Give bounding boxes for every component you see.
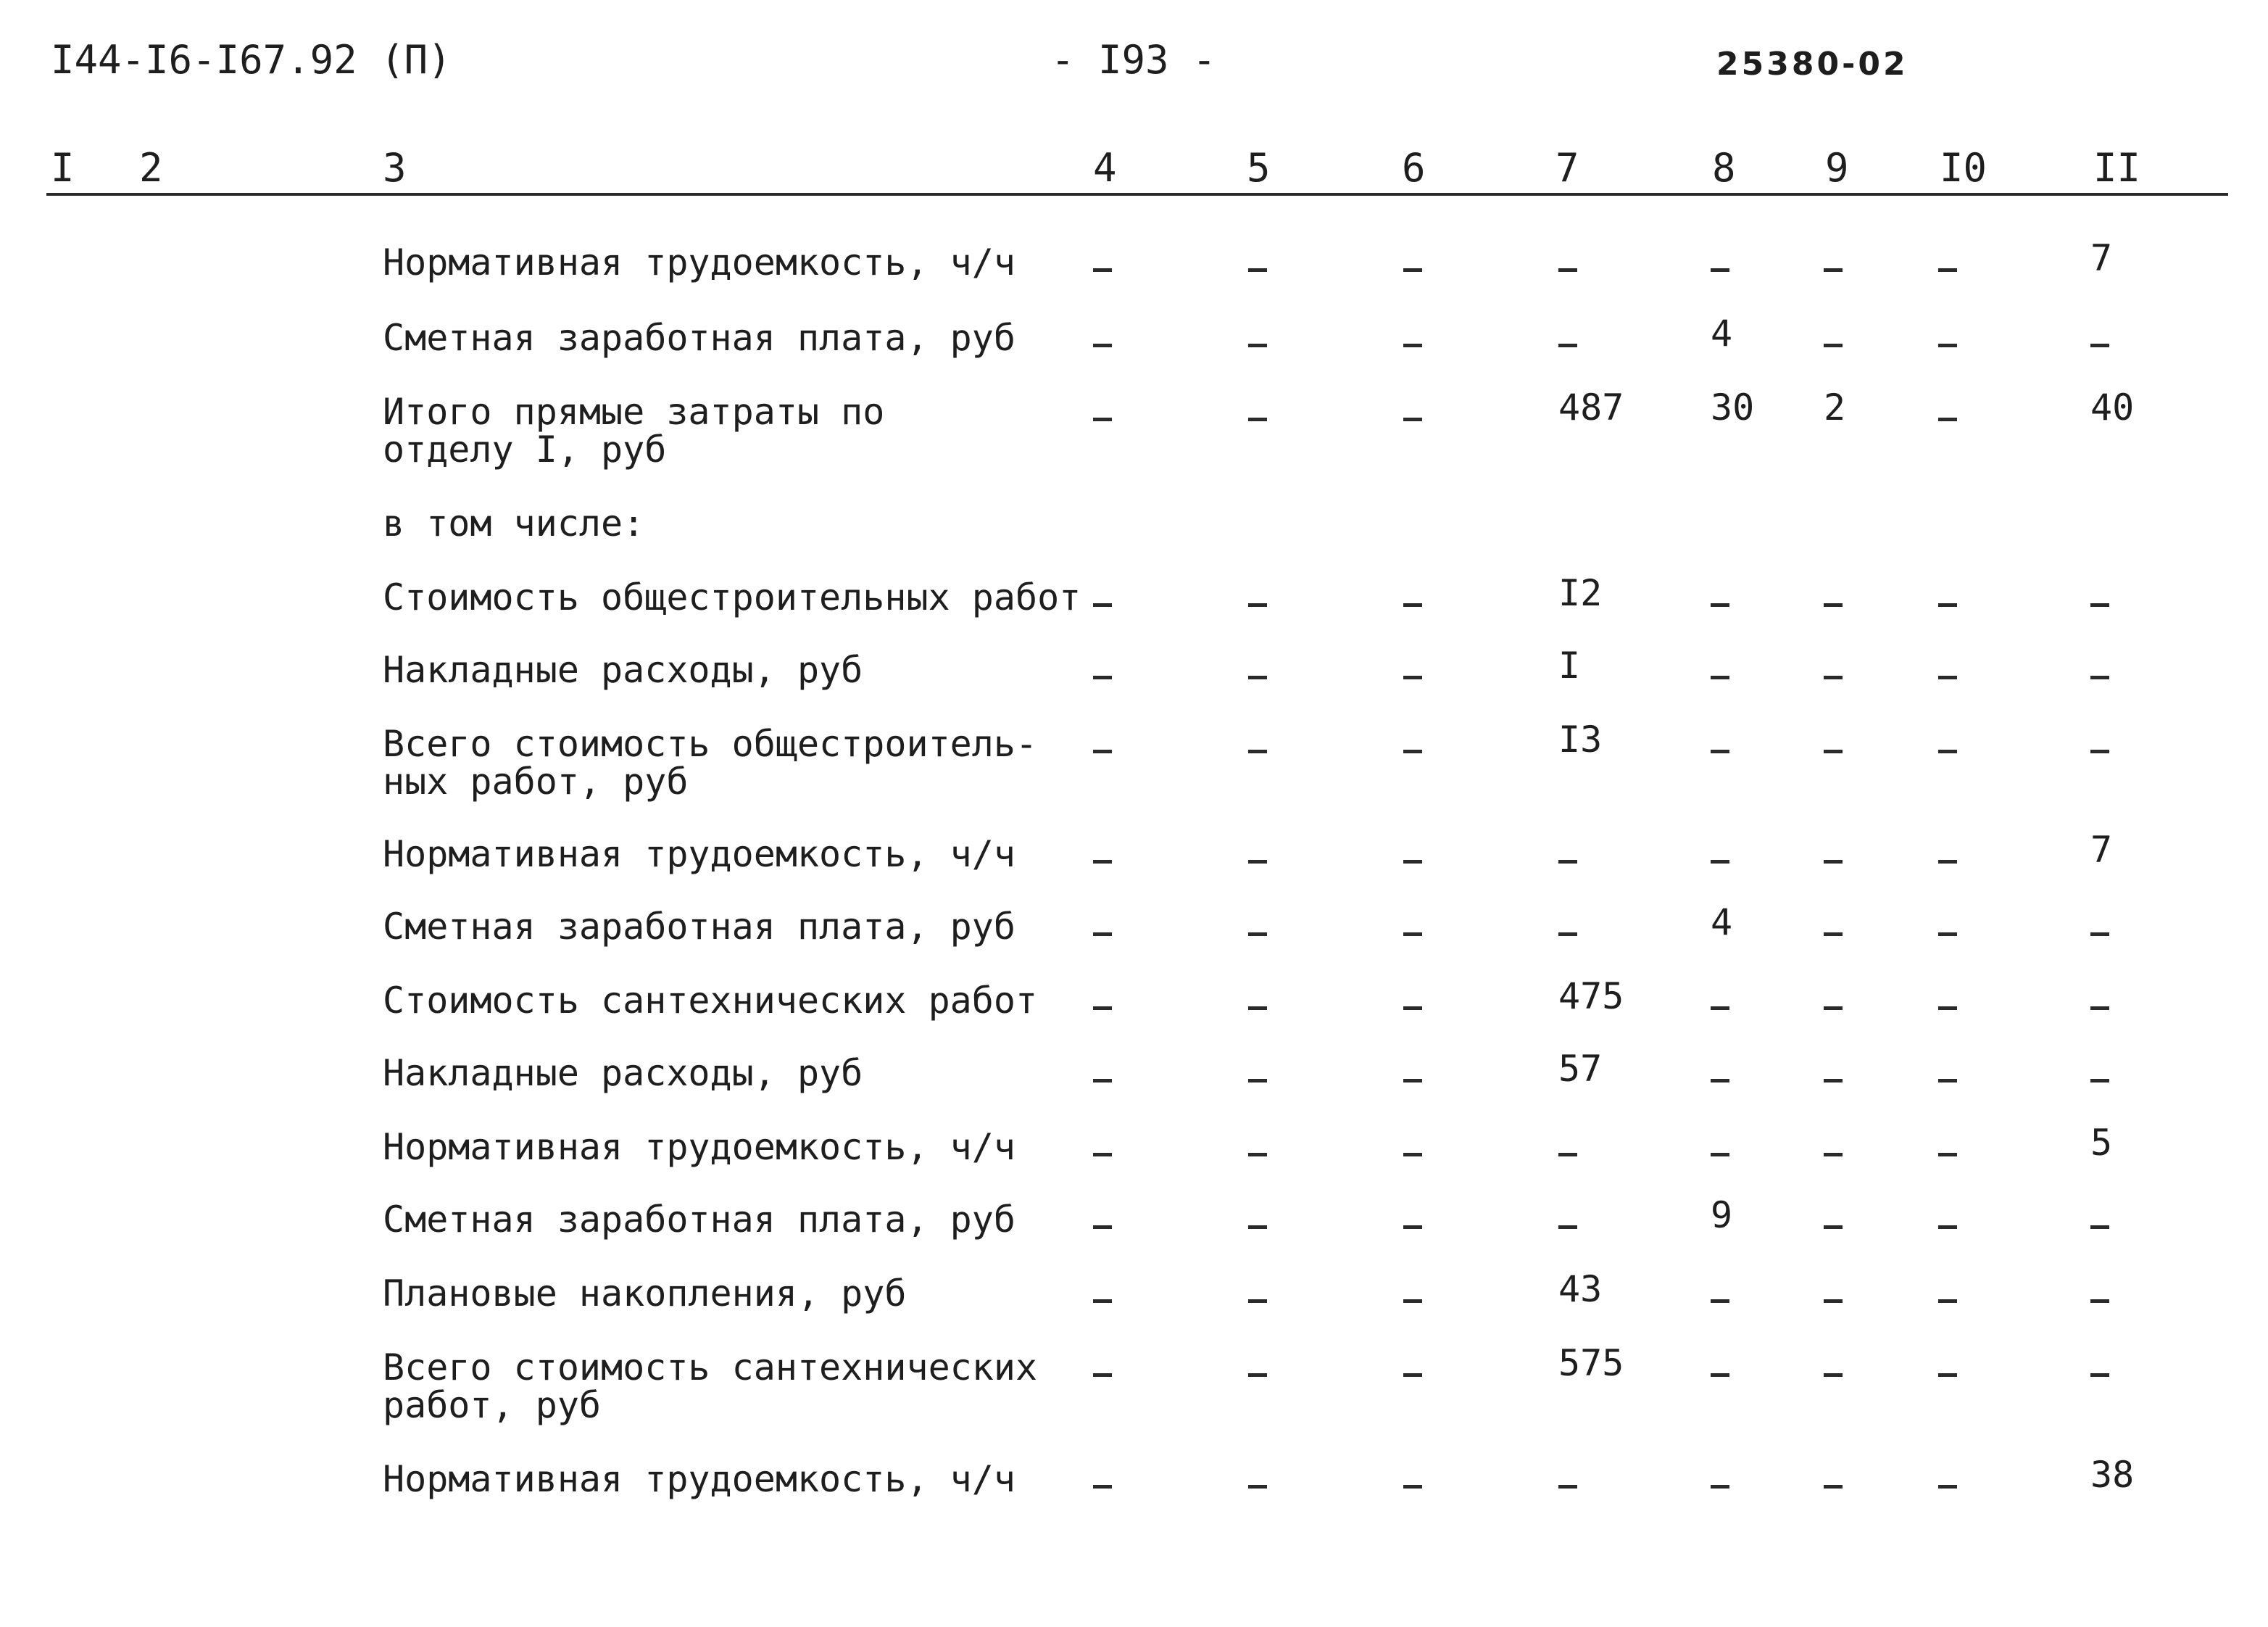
value-cell: 487 bbox=[1558, 386, 1624, 429]
empty-cell-dash bbox=[2090, 603, 2109, 607]
column-header: 7 bbox=[1555, 145, 1579, 191]
empty-cell-dash bbox=[2090, 1299, 2109, 1303]
row-label: Сметная заработная плата, руб bbox=[383, 906, 1015, 948]
empty-cell-dash bbox=[1403, 932, 1422, 936]
column-header: 9 bbox=[1825, 145, 1849, 191]
empty-cell-dash bbox=[1093, 603, 1112, 607]
empty-cell-dash bbox=[1824, 1079, 1843, 1082]
empty-cell-dash bbox=[1938, 344, 1957, 347]
value-cell: 7 bbox=[2090, 829, 2113, 871]
empty-cell-dash bbox=[1938, 750, 1957, 753]
column-header: 6 bbox=[1402, 145, 1426, 191]
empty-cell-dash bbox=[1824, 1006, 1843, 1010]
empty-cell-dash bbox=[1824, 1153, 1843, 1156]
empty-cell-dash bbox=[1248, 603, 1267, 607]
empty-cell-dash bbox=[1093, 1299, 1112, 1303]
empty-cell-dash bbox=[1938, 860, 1957, 864]
empty-cell-dash bbox=[1248, 1373, 1267, 1377]
empty-cell-dash bbox=[1558, 1485, 1577, 1489]
empty-cell-dash bbox=[1938, 268, 1957, 272]
empty-cell-dash bbox=[1938, 1006, 1957, 1010]
empty-cell-dash bbox=[1403, 268, 1422, 272]
empty-cell-dash bbox=[1711, 1006, 1729, 1010]
value-cell: 2 bbox=[1824, 386, 1846, 429]
empty-cell-dash bbox=[1711, 1299, 1729, 1303]
empty-cell-dash bbox=[1558, 860, 1577, 864]
empty-cell-dash bbox=[2090, 750, 2109, 753]
document-code: I44-I6-I67.92 (П) bbox=[51, 37, 452, 83]
empty-cell-dash bbox=[1711, 1153, 1729, 1156]
page-number: - I93 - bbox=[1051, 37, 1216, 83]
row-label: Накладные расходы, руб bbox=[383, 1052, 863, 1094]
column-header: 5 bbox=[1247, 145, 1271, 191]
empty-cell-dash bbox=[1403, 418, 1422, 421]
empty-cell-dash bbox=[1824, 344, 1843, 347]
empty-cell-dash bbox=[1403, 1225, 1422, 1229]
sheet-code: 25380-02 bbox=[1716, 46, 1908, 83]
value-cell: I3 bbox=[1558, 719, 1603, 761]
empty-cell-dash bbox=[1403, 1373, 1422, 1377]
empty-cell-dash bbox=[2090, 1373, 2109, 1377]
empty-cell-dash bbox=[1711, 676, 1729, 679]
column-header: 4 bbox=[1093, 145, 1117, 191]
empty-cell-dash bbox=[1248, 750, 1267, 753]
empty-cell-dash bbox=[1248, 932, 1267, 936]
value-cell: 38 bbox=[2090, 1454, 2135, 1496]
row-label: Стоимость сантехнических работ bbox=[383, 980, 1038, 1022]
empty-cell-dash bbox=[1824, 1299, 1843, 1303]
empty-cell-dash bbox=[1403, 1299, 1422, 1303]
row-label: в том числе: bbox=[383, 502, 645, 545]
empty-cell-dash bbox=[1093, 750, 1112, 753]
empty-cell-dash bbox=[1248, 1006, 1267, 1010]
empty-cell-dash bbox=[2090, 676, 2109, 679]
empty-cell-dash bbox=[1711, 1485, 1729, 1489]
empty-cell-dash bbox=[1093, 418, 1112, 421]
row-label: Плановые накопления, руб bbox=[383, 1272, 907, 1315]
empty-cell-dash bbox=[1824, 1225, 1843, 1229]
value-cell: 40 bbox=[2090, 386, 2135, 429]
empty-cell-dash bbox=[1403, 750, 1422, 753]
empty-cell-dash bbox=[1824, 932, 1843, 936]
empty-cell-dash bbox=[1248, 1485, 1267, 1489]
empty-cell-dash bbox=[1093, 268, 1112, 272]
empty-cell-dash bbox=[1711, 860, 1729, 864]
empty-cell-dash bbox=[1711, 1079, 1729, 1082]
empty-cell-dash bbox=[1824, 603, 1843, 607]
empty-cell-dash bbox=[1938, 932, 1957, 936]
empty-cell-dash bbox=[1711, 750, 1729, 753]
empty-cell-dash bbox=[1403, 1153, 1422, 1156]
empty-cell-dash bbox=[1711, 1373, 1729, 1377]
empty-cell-dash bbox=[1938, 418, 1957, 421]
row-label: Сметная заработная плата, руб bbox=[383, 317, 1015, 359]
empty-cell-dash bbox=[1093, 932, 1112, 936]
empty-cell-dash bbox=[1824, 750, 1843, 753]
empty-cell-dash bbox=[1248, 1299, 1267, 1303]
empty-cell-dash bbox=[1093, 860, 1112, 864]
value-cell: 57 bbox=[1558, 1048, 1603, 1090]
empty-cell-dash bbox=[1558, 1153, 1577, 1156]
column-header: I bbox=[51, 145, 75, 191]
empty-cell-dash bbox=[1093, 1006, 1112, 1010]
empty-cell-dash bbox=[1093, 344, 1112, 347]
empty-cell-dash bbox=[1938, 1225, 1957, 1229]
value-cell: 475 bbox=[1558, 975, 1624, 1017]
value-cell: I bbox=[1558, 645, 1581, 687]
value-cell: 575 bbox=[1558, 1342, 1624, 1384]
empty-cell-dash bbox=[2090, 1225, 2109, 1229]
row-label: Нормативная трудоемкость, ч/ч bbox=[383, 241, 1015, 283]
empty-cell-dash bbox=[1248, 1225, 1267, 1229]
row-label: Нормативная трудоемкость, ч/ч bbox=[383, 1458, 1015, 1500]
row-label: Нормативная трудоемкость, ч/ч bbox=[383, 1126, 1015, 1168]
value-cell: 7 bbox=[2090, 237, 2113, 279]
empty-cell-dash bbox=[1093, 1373, 1112, 1377]
empty-cell-dash bbox=[1093, 1153, 1112, 1156]
empty-cell-dash bbox=[1403, 603, 1422, 607]
empty-cell-dash bbox=[1824, 1373, 1843, 1377]
header-rule bbox=[46, 193, 2228, 196]
empty-cell-dash bbox=[1824, 1485, 1843, 1489]
row-label: Нормативная трудоемкость, ч/ч bbox=[383, 833, 1015, 875]
empty-cell-dash bbox=[2090, 932, 2109, 936]
empty-cell-dash bbox=[2090, 344, 2109, 347]
row-label: Стоимость общестроительных работ bbox=[383, 576, 1081, 618]
row-label: Итого прямые затраты по отделу I, руб bbox=[383, 391, 885, 471]
value-cell: I2 bbox=[1558, 572, 1603, 614]
row-label: Всего стоимость общестроитель- ных работ, руб bbox=[383, 723, 1038, 803]
empty-cell-dash bbox=[1248, 268, 1267, 272]
column-header: 2 bbox=[139, 145, 163, 191]
empty-cell-dash bbox=[1711, 603, 1729, 607]
column-header: 3 bbox=[383, 145, 407, 191]
value-cell: 4 bbox=[1711, 312, 1733, 355]
value-cell: 30 bbox=[1711, 386, 1755, 429]
empty-cell-dash bbox=[1824, 268, 1843, 272]
empty-cell-dash bbox=[1938, 603, 1957, 607]
value-cell: 4 bbox=[1711, 901, 1733, 943]
empty-cell-dash bbox=[1938, 1485, 1957, 1489]
empty-cell-dash bbox=[1558, 932, 1577, 936]
empty-cell-dash bbox=[1403, 344, 1422, 347]
empty-cell-dash bbox=[1403, 676, 1422, 679]
empty-cell-dash bbox=[1403, 1079, 1422, 1082]
column-header: 8 bbox=[1712, 145, 1736, 191]
column-header: II bbox=[2093, 145, 2141, 191]
row-label: Накладные расходы, руб bbox=[383, 649, 863, 691]
empty-cell-dash bbox=[1558, 344, 1577, 347]
empty-cell-dash bbox=[1093, 676, 1112, 679]
empty-cell-dash bbox=[1938, 1373, 1957, 1377]
empty-cell-dash bbox=[1938, 1079, 1957, 1082]
empty-cell-dash bbox=[1403, 1485, 1422, 1489]
empty-cell-dash bbox=[1248, 1079, 1267, 1082]
empty-cell-dash bbox=[1938, 676, 1957, 679]
column-header: I0 bbox=[1940, 145, 1987, 191]
empty-cell-dash bbox=[2090, 1079, 2109, 1082]
empty-cell-dash bbox=[1248, 418, 1267, 421]
empty-cell-dash bbox=[1403, 1006, 1422, 1010]
empty-cell-dash bbox=[1248, 860, 1267, 864]
empty-cell-dash bbox=[1093, 1485, 1112, 1489]
value-cell: 5 bbox=[2090, 1122, 2113, 1164]
empty-cell-dash bbox=[1248, 344, 1267, 347]
empty-cell-dash bbox=[2090, 1006, 2109, 1010]
empty-cell-dash bbox=[1938, 1153, 1957, 1156]
row-label: Сметная заработная плата, руб bbox=[383, 1198, 1015, 1241]
empty-cell-dash bbox=[1248, 1153, 1267, 1156]
empty-cell-dash bbox=[1558, 268, 1577, 272]
empty-cell-dash bbox=[1403, 860, 1422, 864]
empty-cell-dash bbox=[1824, 676, 1843, 679]
row-label: Всего стоимость сантехнических работ, руб bbox=[383, 1346, 1038, 1426]
value-cell: 9 bbox=[1711, 1194, 1733, 1236]
empty-cell-dash bbox=[1248, 676, 1267, 679]
empty-cell-dash bbox=[1093, 1079, 1112, 1082]
empty-cell-dash bbox=[1093, 1225, 1112, 1229]
empty-cell-dash bbox=[1938, 1299, 1957, 1303]
value-cell: 43 bbox=[1558, 1268, 1603, 1310]
empty-cell-dash bbox=[1558, 1225, 1577, 1229]
empty-cell-dash bbox=[1824, 860, 1843, 864]
empty-cell-dash bbox=[1711, 268, 1729, 272]
